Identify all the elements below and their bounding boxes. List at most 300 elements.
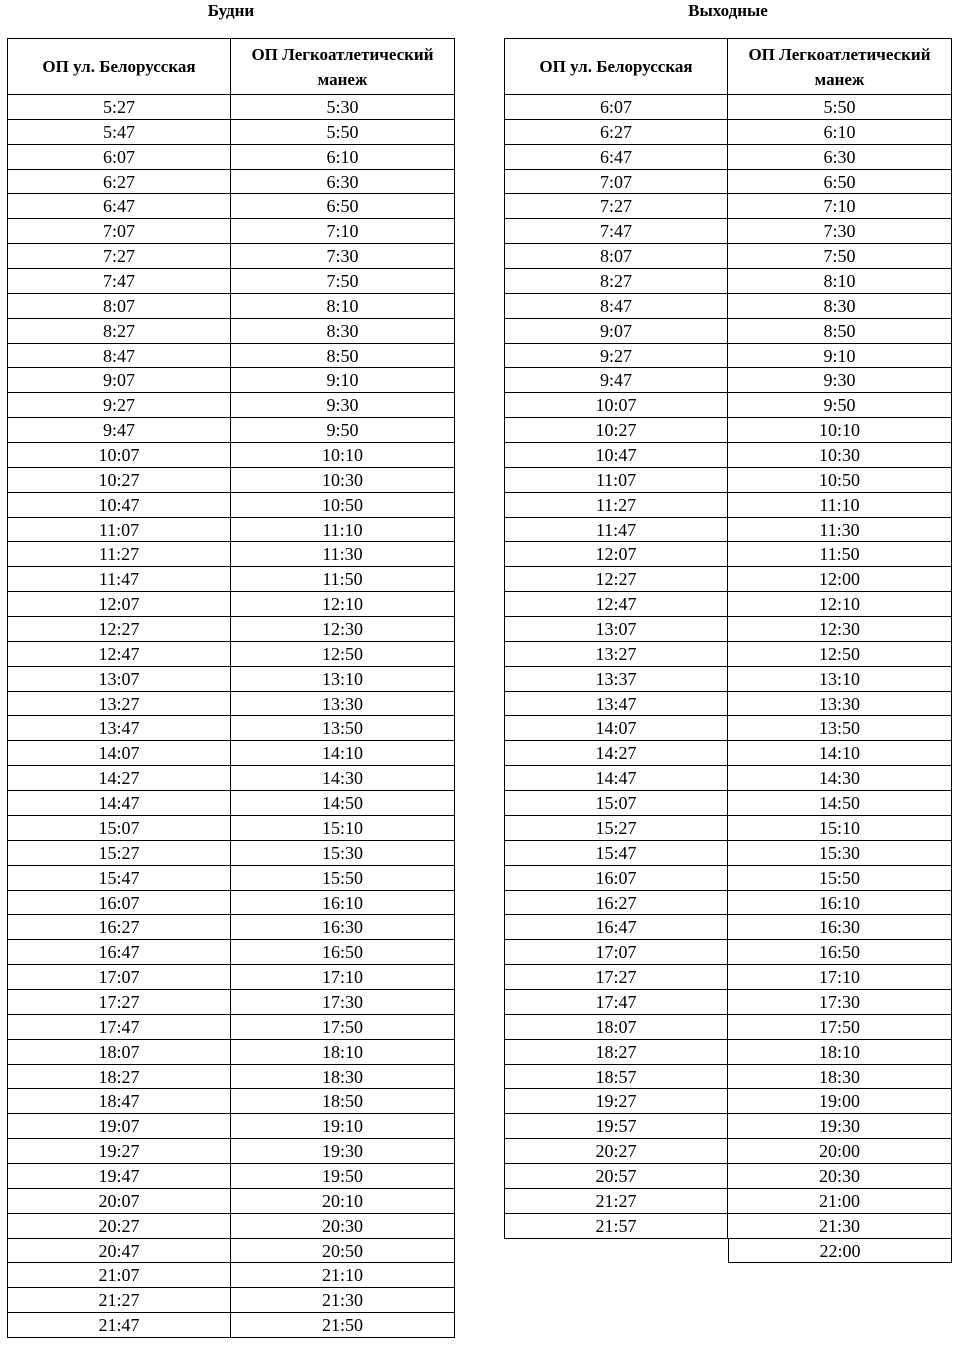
time-belorusskaya: 13:27 [7, 692, 231, 717]
time-manezh: 21:00 [728, 1189, 952, 1214]
time-manezh: 10:30 [728, 443, 952, 468]
time-manezh: 14:50 [728, 791, 952, 816]
table-row [7, 1214, 455, 1239]
column-header-manezh: ОП Легкоатлетический манеж [728, 38, 952, 95]
table-row [504, 667, 952, 692]
time-manezh: 12:10 [231, 592, 455, 617]
time-belorusskaya: 18:27 [7, 1065, 231, 1090]
time-belorusskaya: 17:27 [504, 965, 728, 990]
time-manezh: 7:30 [231, 244, 455, 269]
time-belorusskaya: 18:57 [504, 1065, 728, 1090]
time-manezh: 15:10 [728, 816, 952, 841]
time-belorusskaya: 14:27 [7, 766, 231, 791]
time-belorusskaya: 14:47 [504, 766, 728, 791]
time-belorusskaya: 13:27 [504, 642, 728, 667]
time-manezh: 5:50 [728, 95, 952, 120]
table-row [504, 841, 952, 866]
table-row [7, 617, 455, 642]
table-row [7, 816, 455, 841]
time-belorusskaya: 9:47 [7, 418, 231, 443]
time-manezh: 22:00 [728, 1239, 952, 1264]
time-belorusskaya: 8:07 [7, 294, 231, 319]
time-manezh: 11:30 [728, 518, 952, 543]
time-belorusskaya: 7:07 [504, 170, 728, 195]
time-belorusskaya: 21:27 [504, 1189, 728, 1214]
table-row [7, 716, 455, 741]
table-row [504, 716, 952, 741]
time-manezh: 8:30 [231, 319, 455, 344]
table-row [504, 791, 952, 816]
table-row [7, 791, 455, 816]
time-manezh: 14:10 [231, 741, 455, 766]
time-manezh: 11:10 [231, 518, 455, 543]
table-row [504, 1015, 952, 1040]
table-row [7, 518, 455, 543]
time-belorusskaya: 13:07 [504, 617, 728, 642]
table-row [504, 642, 952, 667]
time-manezh: 19:30 [728, 1114, 952, 1139]
table-row [7, 1089, 455, 1114]
table-row [504, 393, 952, 418]
time-manezh: 6:50 [728, 170, 952, 195]
table-row [504, 990, 952, 1015]
time-manezh: 21:50 [231, 1313, 455, 1338]
table-row [504, 1040, 952, 1065]
time-manezh: 7:10 [231, 219, 455, 244]
time-manezh: 20:30 [231, 1214, 455, 1239]
time-belorusskaya: 8:47 [7, 344, 231, 369]
time-manezh: 10:50 [728, 468, 952, 493]
time-manezh: 15:10 [231, 816, 455, 841]
time-belorusskaya: 18:27 [504, 1040, 728, 1065]
table-row [504, 741, 952, 766]
time-manezh: 16:30 [728, 915, 952, 940]
time-manezh: 18:50 [231, 1089, 455, 1114]
time-manezh: 10:10 [728, 418, 952, 443]
table-row [7, 1065, 455, 1090]
table-header-row [7, 38, 455, 95]
time-belorusskaya: 20:47 [7, 1239, 231, 1264]
time-belorusskaya: 13:47 [7, 716, 231, 741]
table-row [7, 145, 455, 170]
time-belorusskaya: 20:57 [504, 1164, 728, 1189]
table-row [7, 344, 455, 369]
time-belorusskaya: 10:27 [7, 468, 231, 493]
table-row [504, 344, 952, 369]
table-row [504, 244, 952, 269]
time-manezh: 10:10 [231, 443, 455, 468]
time-belorusskaya: 11:27 [7, 542, 231, 567]
time-manezh: 7:50 [231, 269, 455, 294]
time-belorusskaya: 6:27 [7, 170, 231, 195]
table-row [504, 1065, 952, 1090]
time-manezh: 15:30 [231, 841, 455, 866]
time-belorusskaya: 16:07 [7, 891, 231, 916]
column-header-belorusskaya: ОП ул. Белорусская [7, 38, 231, 95]
time-manezh: 8:50 [728, 319, 952, 344]
time-manezh: 11:50 [231, 567, 455, 592]
time-manezh: 20:30 [728, 1164, 952, 1189]
time-manezh: 6:30 [728, 145, 952, 170]
time-manezh: 6:50 [231, 194, 455, 219]
empty-cell [504, 1239, 728, 1264]
table-row [7, 368, 455, 393]
table-row [7, 642, 455, 667]
time-manezh: 13:10 [231, 667, 455, 692]
table-row [504, 617, 952, 642]
time-manezh: 17:30 [231, 990, 455, 1015]
time-manezh: 13:30 [728, 692, 952, 717]
time-belorusskaya: 20:27 [7, 1214, 231, 1239]
table-row [504, 170, 952, 195]
time-belorusskaya: 6:47 [504, 145, 728, 170]
time-manezh: 17:10 [728, 965, 952, 990]
table-row [7, 443, 455, 468]
time-manezh: 13:50 [728, 716, 952, 741]
time-manezh: 17:30 [728, 990, 952, 1015]
table-row [7, 269, 455, 294]
time-belorusskaya: 18:47 [7, 1089, 231, 1114]
time-manezh: 17:10 [231, 965, 455, 990]
table-row [7, 1040, 455, 1065]
table-row [7, 567, 455, 592]
table-row [7, 294, 455, 319]
time-manezh: 8:10 [231, 294, 455, 319]
time-belorusskaya: 9:07 [504, 319, 728, 344]
time-belorusskaya: 7:07 [7, 219, 231, 244]
time-belorusskaya: 11:07 [7, 518, 231, 543]
table-row [7, 667, 455, 692]
column-header-manezh: ОП Легкоатлетический манеж [231, 38, 455, 95]
time-belorusskaya: 19:07 [7, 1114, 231, 1139]
time-manezh: 21:30 [728, 1214, 952, 1239]
table-row [7, 592, 455, 617]
time-belorusskaya: 17:47 [7, 1015, 231, 1040]
table-row [7, 468, 455, 493]
time-belorusskaya: 20:27 [504, 1139, 728, 1164]
time-belorusskaya: 6:47 [7, 194, 231, 219]
time-belorusskaya: 8:27 [7, 319, 231, 344]
table-row [504, 1189, 952, 1214]
time-belorusskaya: 13:07 [7, 667, 231, 692]
time-manezh: 7:10 [728, 194, 952, 219]
table-row [504, 418, 952, 443]
table-row [504, 95, 952, 120]
weekends-schedule-table [504, 38, 952, 1263]
time-manezh: 10:50 [231, 493, 455, 518]
time-belorusskaya: 12:27 [7, 617, 231, 642]
time-manezh: 17:50 [231, 1015, 455, 1040]
time-belorusskaya: 9:47 [504, 368, 728, 393]
table-row [504, 965, 952, 990]
time-belorusskaya: 6:07 [7, 145, 231, 170]
table-row [7, 1139, 455, 1164]
time-manezh: 12:10 [728, 592, 952, 617]
time-manezh: 14:10 [728, 741, 952, 766]
time-manezh: 12:50 [231, 642, 455, 667]
time-manezh: 13:10 [728, 667, 952, 692]
time-manezh: 16:10 [728, 891, 952, 916]
table-row [504, 915, 952, 940]
table-row [7, 95, 455, 120]
table-row [504, 468, 952, 493]
table-row [7, 542, 455, 567]
time-manezh: 16:10 [231, 891, 455, 916]
time-belorusskaya: 6:27 [504, 120, 728, 145]
time-belorusskaya: 16:27 [504, 891, 728, 916]
time-manezh: 18:30 [231, 1065, 455, 1090]
time-manezh: 19:00 [728, 1089, 952, 1114]
table-row [7, 1263, 455, 1288]
time-manezh: 16:30 [231, 915, 455, 940]
table-row [7, 493, 455, 518]
time-manezh: 5:30 [231, 95, 455, 120]
time-manezh: 15:50 [231, 866, 455, 891]
time-manezh: 18:30 [728, 1065, 952, 1090]
table-row [7, 1239, 455, 1264]
time-belorusskaya: 14:07 [504, 716, 728, 741]
time-belorusskaya: 15:47 [7, 866, 231, 891]
time-belorusskaya: 21:27 [7, 1288, 231, 1313]
time-belorusskaya: 15:07 [504, 791, 728, 816]
time-manezh: 8:30 [728, 294, 952, 319]
weekends-title: Выходные [688, 1, 768, 20]
time-manezh: 19:10 [231, 1114, 455, 1139]
table-row [7, 244, 455, 269]
table-row [504, 269, 952, 294]
time-belorusskaya: 19:57 [504, 1114, 728, 1139]
time-manezh: 15:50 [728, 866, 952, 891]
time-belorusskaya: 18:07 [504, 1015, 728, 1040]
time-manezh: 7:30 [728, 219, 952, 244]
time-belorusskaya: 21:07 [7, 1263, 231, 1288]
time-belorusskaya: 6:07 [504, 95, 728, 120]
table-row [7, 1189, 455, 1214]
table-row [504, 1089, 952, 1114]
time-manezh: 20:10 [231, 1189, 455, 1214]
time-belorusskaya: 12:47 [7, 642, 231, 667]
time-manezh: 18:10 [231, 1040, 455, 1065]
time-belorusskaya: 12:27 [504, 567, 728, 592]
time-belorusskaya: 11:47 [7, 567, 231, 592]
time-belorusskaya: 19:47 [7, 1164, 231, 1189]
time-belorusskaya: 9:27 [504, 344, 728, 369]
time-manezh: 7:50 [728, 244, 952, 269]
table-row [504, 692, 952, 717]
time-manezh: 20:50 [231, 1239, 455, 1264]
time-belorusskaya: 19:27 [7, 1139, 231, 1164]
table-row [504, 518, 952, 543]
time-manezh: 19:50 [231, 1164, 455, 1189]
time-manezh: 10:30 [231, 468, 455, 493]
weekdays-title: Будни [207, 1, 255, 20]
time-belorusskaya: 15:47 [504, 841, 728, 866]
time-belorusskaya: 5:27 [7, 95, 231, 120]
time-belorusskaya: 12:47 [504, 592, 728, 617]
time-belorusskaya: 21:47 [7, 1313, 231, 1338]
time-belorusskaya: 17:27 [7, 990, 231, 1015]
table-row [7, 418, 455, 443]
time-manezh: 5:50 [231, 120, 455, 145]
time-belorusskaya: 16:27 [7, 915, 231, 940]
time-manezh: 21:10 [231, 1263, 455, 1288]
time-belorusskaya: 10:47 [504, 443, 728, 468]
time-belorusskaya: 8:07 [504, 244, 728, 269]
table-row [504, 194, 952, 219]
time-belorusskaya: 15:27 [7, 841, 231, 866]
time-belorusskaya: 15:07 [7, 816, 231, 841]
table-row [504, 816, 952, 841]
time-manezh: 6:30 [231, 170, 455, 195]
time-manezh: 18:10 [728, 1040, 952, 1065]
column-header-belorusskaya: ОП ул. Белорусская [504, 38, 728, 95]
time-belorusskaya: 10:07 [7, 443, 231, 468]
table-row [504, 1114, 952, 1139]
table-row [7, 965, 455, 990]
weekdays-schedule-table [7, 38, 455, 1338]
table-row [7, 1313, 455, 1338]
table-row [504, 766, 952, 791]
time-manezh: 21:30 [231, 1288, 455, 1313]
time-belorusskaya: 9:27 [7, 393, 231, 418]
time-manezh: 13:30 [231, 692, 455, 717]
time-belorusskaya: 7:27 [504, 194, 728, 219]
time-manezh: 17:50 [728, 1015, 952, 1040]
table-row [504, 319, 952, 344]
table-row [504, 940, 952, 965]
time-belorusskaya: 10:27 [504, 418, 728, 443]
time-belorusskaya: 14:47 [7, 791, 231, 816]
time-manezh: 15:30 [728, 841, 952, 866]
time-manezh: 11:10 [728, 493, 952, 518]
table-row [504, 866, 952, 891]
table-row [7, 692, 455, 717]
time-manezh: 12:30 [728, 617, 952, 642]
time-manezh: 20:00 [728, 1139, 952, 1164]
time-belorusskaya: 5:47 [7, 120, 231, 145]
time-manezh: 14:30 [231, 766, 455, 791]
time-manezh: 14:50 [231, 791, 455, 816]
time-belorusskaya: 18:07 [7, 1040, 231, 1065]
time-manezh: 9:10 [231, 368, 455, 393]
time-belorusskaya: 16:07 [504, 866, 728, 891]
table-row [7, 393, 455, 418]
time-belorusskaya: 13:37 [504, 667, 728, 692]
time-manezh: 9:30 [728, 368, 952, 393]
table-row [504, 443, 952, 468]
table-row [504, 294, 952, 319]
time-belorusskaya: 11:47 [504, 518, 728, 543]
time-manezh: 9:10 [728, 344, 952, 369]
table-row [504, 1214, 952, 1239]
table-header-row [504, 38, 952, 95]
time-belorusskaya: 9:07 [7, 368, 231, 393]
time-belorusskaya: 15:27 [504, 816, 728, 841]
time-belorusskaya: 16:47 [7, 940, 231, 965]
table-row [504, 1239, 952, 1264]
table-row [7, 170, 455, 195]
time-manezh: 12:50 [728, 642, 952, 667]
time-belorusskaya: 20:07 [7, 1189, 231, 1214]
table-row [504, 120, 952, 145]
time-manezh: 6:10 [728, 120, 952, 145]
time-belorusskaya: 11:07 [504, 468, 728, 493]
time-manezh: 6:10 [231, 145, 455, 170]
table-row [7, 741, 455, 766]
time-belorusskaya: 17:07 [7, 965, 231, 990]
table-row [7, 1164, 455, 1189]
table-row [7, 891, 455, 916]
time-manezh: 12:30 [231, 617, 455, 642]
table-row [7, 940, 455, 965]
time-belorusskaya: 16:47 [504, 915, 728, 940]
table-row [7, 120, 455, 145]
table-row [504, 368, 952, 393]
time-manezh: 11:30 [231, 542, 455, 567]
time-belorusskaya: 7:47 [7, 269, 231, 294]
time-belorusskaya: 8:27 [504, 269, 728, 294]
table-row [7, 766, 455, 791]
time-belorusskaya: 21:57 [504, 1214, 728, 1239]
time-manezh: 13:50 [231, 716, 455, 741]
time-manezh: 9:50 [231, 418, 455, 443]
time-manezh: 12:00 [728, 567, 952, 592]
table-row [504, 891, 952, 916]
table-row [504, 1139, 952, 1164]
time-belorusskaya: 8:47 [504, 294, 728, 319]
table-row [504, 219, 952, 244]
table-row [7, 866, 455, 891]
table-row [504, 1164, 952, 1189]
table-row [7, 915, 455, 940]
time-manezh: 16:50 [728, 940, 952, 965]
time-belorusskaya: 7:27 [7, 244, 231, 269]
table-row [7, 319, 455, 344]
table-row [504, 567, 952, 592]
table-row [7, 1015, 455, 1040]
time-belorusskaya: 11:27 [504, 493, 728, 518]
time-belorusskaya: 10:07 [504, 393, 728, 418]
time-belorusskaya: 17:07 [504, 940, 728, 965]
time-belorusskaya: 12:07 [504, 542, 728, 567]
table-row [7, 219, 455, 244]
time-belorusskaya: 7:47 [504, 219, 728, 244]
table-row [7, 841, 455, 866]
time-belorusskaya: 17:47 [504, 990, 728, 1015]
time-manezh: 8:50 [231, 344, 455, 369]
table-row [504, 145, 952, 170]
table-row [7, 990, 455, 1015]
time-belorusskaya: 13:47 [504, 692, 728, 717]
time-belorusskaya: 14:07 [7, 741, 231, 766]
table-row [7, 1114, 455, 1139]
time-manezh: 19:30 [231, 1139, 455, 1164]
time-belorusskaya: 14:27 [504, 741, 728, 766]
table-row [7, 1288, 455, 1313]
time-manezh: 8:10 [728, 269, 952, 294]
table-row [7, 194, 455, 219]
table-row [504, 542, 952, 567]
time-manezh: 11:50 [728, 542, 952, 567]
time-manezh: 9:30 [231, 393, 455, 418]
time-manezh: 9:50 [728, 393, 952, 418]
table-row [504, 493, 952, 518]
table-row [504, 592, 952, 617]
time-manezh: 16:50 [231, 940, 455, 965]
time-belorusskaya: 19:27 [504, 1089, 728, 1114]
time-manezh: 14:30 [728, 766, 952, 791]
time-belorusskaya: 12:07 [7, 592, 231, 617]
